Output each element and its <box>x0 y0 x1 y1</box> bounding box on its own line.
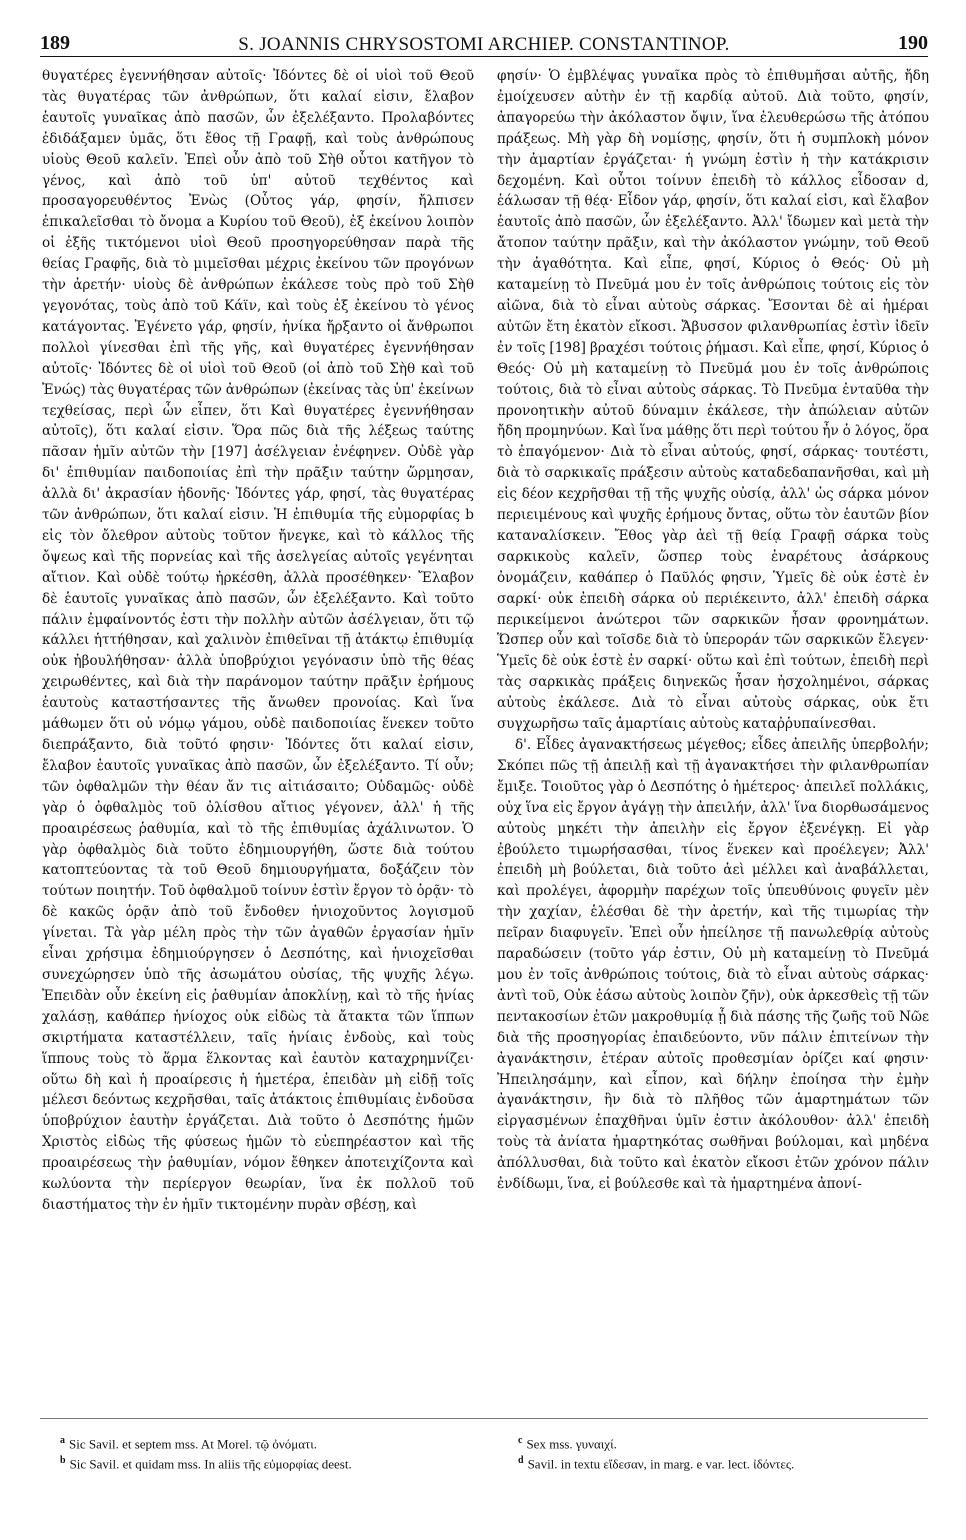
right-text-column <box>497 66 929 1195</box>
left-text-column <box>42 66 474 1216</box>
running-title: S. JOANNIS CHRYSOSTOMI ARCHIEP. CONSTANTINOP. <box>238 34 730 55</box>
footnotes-left <box>60 1432 480 1473</box>
footnote-divider <box>40 1418 928 1419</box>
footnote-text: Sic Savil. et septem mss. At Morel. τῷ ὀνόματι. <box>69 1436 317 1452</box>
running-header <box>40 30 928 57</box>
paragraph: δ'. Εἶδες ἀγανακτήσεως μέγεθος; εἶδες ἀπειλῆς ὑπερβολήν; Σκόπει πῶς τῇ ἀπειλῇ καὶ τῇ ἀγανακτήσει τὴν φιλανθρωπίαν ἔμιξε. Τοιοῦτος γὰρ ὁ Δεσπότης ὁ ἡμέτερος· ἀπειλεῖ πολλάκις, οὐχ ἵνα εἰς ἔργον ἀγάγῃ τὴν ἀπειλήν, ἀλλ' ἵνα διορθωσάμενος αὐτοὺς μηκέτι τὴν ἀπειλὴν εἰς ἔργον ἐξενέγκῃ. Εἰ γὰρ ἐβούλετο τιμωρήσασθαι, τίνος ἕνεκεν καὶ προέλεγεν; Ἀλλ' ἐπειδὴ μὴ βούλεται, διὰ τοῦτο ἀεὶ μέλλει καὶ ἀναβάλλεται, καὶ προλέγει, ἀφορμὴν παρέχων τοῖς ὑπευθύνοις φυγεῖν μὲν τὴν χαχίαν, ἑλέσθαι δὲ τὴν ἀρετήν, καὶ τῆς τιμωρίας τὴν πεῖραν διαφυγεῖν. Ἐπεὶ οὖν ἠπείλησε τῇ πανωλεθρίᾳ αὐτοὺς παραδώσειν (τοῦτο γάρ ἐστιν, Οὐ μὴ καταμείνῃ τὸ Πνεῦμά μου ἐν τοῖς ἀνθρώποις τούτοις, διὰ τὸ εἶναι αὐτοὺς σάρκας· ἀντὶ τοῦ, Οὐκ ἐάσω αὐτοὺς λοιπὸν ζῆν), οὐκ ἀρκεσθεὶς τῇ τῶν πεντακοσίων ἐτῶν μακροθυμίᾳ ᾗ διὰ πάσης τῆς ζωῆς τοῦ Νῶε διὰ τῆς προσηγορίας ἐπαιδεύοντο, νῦν πάλιν ἐπιτείνων τὴν ἀγανάκτησιν, ἑτέραν αὐτοῖς προθεσμίαν ὁρίζει καί φησιν· Ἠπειλησάμην, καὶ εἶπον, καὶ δήλην ἐποίησα τὴν ἐμὴν ἀγανάκτησιν, ἣν διὰ τὸ πλῆθος τῶν ἁμαρτημάτων τῶν εἰργασμένων ἐπαχθῆναι ὑμῖν ἐστιν ἀκόλουθον· ἀλλ' ἐπειδὴ τοὺς τὰ ἀνίατα ἡμαρτηκότας σωθῆναι βούλομαι, καὶ μηδένα ἀπόλλυσθαι, διὰ τοῦτο καὶ ἑκατὸν εἴκοσι ἐτῶν χρόνον πάλιν ἐνδίδωμι, ἵνα, εἰ βούλεσθε καὶ τὰ ἡμαρτημένα ἀπονί- <box>497 737 929 1193</box>
footnote <box>518 1452 938 1472</box>
footnote-mark: c <box>518 1435 523 1446</box>
footnote-text: Savil. in textu εἴδεσαν, in marg. e var. lect. ἰδόντες. <box>527 1456 795 1472</box>
footnote <box>60 1432 480 1452</box>
footnote <box>60 1452 480 1472</box>
footnote-text: Sic Savil. et quidam mss. In aliis τῆς εὐμορφίας deest. <box>69 1456 352 1472</box>
footnotes-right <box>518 1432 938 1473</box>
footnote-mark: a <box>60 1435 65 1446</box>
paragraph: θυγατέρες ἐγεννήθησαν αὐτοῖς· Ἰδόντες δὲ οἱ υἱοὶ τοῦ Θεοῦ τὰς θυγατέρας τῶν ἀνθρώπων, ὅτι καλαί εἰσιν, ἔλαβον ἑαυτοῖς γυναῖκας ἀπὸ πασῶν, ὧν ἐξελέξαντο. Προλαβόντες ἐδιδάξαμεν ὑμᾶς, ὅτι ἔθος τῇ Γραφῇ, καὶ τοὺς ἀνθρώπους υἱοὺς Θεοῦ καλεῖν. Ἐπεὶ οὖν ἀπὸ τοῦ Σὴθ οὗτοι κατῆγον τὸ γένος, καὶ ἀπὸ τοῦ ὑπ' αὐτοῦ τεχθέντος καὶ προσαγορευθέντος Ἐνὼς (Οὗτος γάρ, φησίν, ἤλπισεν ἐπικαλεῖσθαι τὸ ὄνομα a Κυρίου τοῦ Θεοῦ), ἐξ ἐκείνου λοιπὸν οἱ ἐξῆς τικτόμενοι υἱοὶ Θεοῦ προσηγορεύθησαν παρὰ τῆς θείας Γραφῆς, διὰ τὸ μιμεῖσθαι μέχρις ἐκείνου τῶν προγόνων τὴν ἀρετήν· υἱοὺς δὲ ἀνθρώπων ἐκάλεσε τοὺς πρὸ τοῦ Σὴθ γεγονότας, τοὺς ἀπὸ τοῦ Κάϊν, καὶ τοὺς ἐξ ἐκείνου τὸ γένος κατάγοντας. Ἐγένετο γάρ, φησίν, ἡνίκα ἤρξαντο οἱ ἄνθρωποι πολλοὶ γίνεσθαι ἐπὶ τῆς γῆς, καὶ θυγατέρες ἐγεννήθησαν αὐτοῖς· Ἰδόντες δὲ οἱ υἱοὶ τοῦ Θεοῦ (οἱ ἀπὸ τοῦ Σὴθ καὶ τοῦ Ἐνώς) τὰς θυγατέρας τῶν ἀνθρώπων (ἐκείνας τὰς ὑπ' ἐκείνων τεχθείσας, περὶ ὧν εἶπεν, ὅτι Καὶ θυγατέρες ἐγεννήθησαν αὐτοῖς), ὅτι καλαί εἰσιν. Ὅρα πῶς διὰ τῆς λέξεως ταύτης πᾶσαν ἡμῖν αὐτῶν τὴν [197] ἀσέλγειαν ἐνέφηνεν. Οὐδὲ γὰρ δι' ἐπιθυμίαν παιδοποιίας ἐπὶ τὴν πρᾶξιν ταύτην ὥρμησαν, ἀλλὰ δι' ἀκρασίαν ἡδονῆς· Ἰδόντες γάρ, φησί, τὰς θυγατέρας τῶν ἀνθρώπων, ὅτι καλαί εἰσιν. Ἡ ἐπιθυμία τῆς εὐμορφίας b εἰς τὸν ὄλεθρον αὐτοὺς τοῦτον ἤνεγκε, καὶ τὸ κάλλος τῆς ὄψεως καὶ τῆς πορνείας καὶ τῆς ἀσελγείας αὐτοῖς γεγένηται αἴτιον. Καὶ οὐδὲ τούτῳ ἠρκέσθη, ἀλλὰ προσέθηκεν· Ἔλαβον δὲ ἑαυτοῖς γυναῖκας ἀπὸ πασῶν, ὧν ἐξελέξαντο. Καὶ τοῦτο πάλιν ἐμφαίνοντός ἐστι τὴν πολλὴν αὐτῶν ἀσέλγειαν, ὅτι τῷ κάλλει ἡττήθησαν, καὶ χαλινὸν ἐπιθεῖναι τῇ ἀτάκτῳ ἐπιθυμίᾳ οὐκ ἠβουλήθησαν· ἀλλὰ ὑποβρύχιοι γεγόνασιν ὑπὸ τῆς θέας χειρωθέντες, καὶ διὰ τὴν παράνομον ταύτην πρᾶξιν ἐρήμους ἑαυτοὺς καταστήσαντες τῆς ἄνωθεν προνοίας. Καὶ ἵνα μάθωμεν ὅτι οὐ νόμῳ γάμου, οὐδὲ παιδοποιίας ἕνεκεν τοῦτο διεπράξαντο, διὰ τοῦτό φησιν· Ἰδόντες ὅτι καλαί εἰσιν, ἔλαβον ἑαυτοῖς γυναῖκας ἀπὸ πασῶν, ὧν ἐξελέξαντο. Τί οὖν; τῶν ὀφθαλμῶν τὴν θέαν ἄν τις αἰτιάσαιτο; Οὐδαμῶς· οὐδὲ γὰρ ὁ ὀφθαλμὸς τοῦ ὀλίσθου αἴτιος γέγονεν, ἀλλ' ἡ τῆς προαιρέσεως ῥαθυμία, καὶ τὸ τῆς ἐπιθυμίας ἀχάλινωτον. Ὁ γὰρ ὀφθαλμὸς διὰ τοῦτο ἐδημιουργήθη, ὥστε διὰ τούτου κατοπτεύοντας τὰ τοῦ Θεοῦ δημιουργήματα, δοξάζειν τὸν τούτων ποιητήν. Τοῦ ὀφθαλμοῦ τοίνυν ἐστὶν ἔργον τὸ ὁρᾷν· τὸ δὲ κακῶς ὁρᾷν ἀπὸ τοῦ ἔνδοθεν ἡνιοχοῦντος λογισμοῦ γίνεται. Τὰ γὰρ μέλη πρὸς τὴν τῶν ἀγαθῶν ἐργασίαν ἡμῖν εἶναι χρήσιμα ἐδημιούργησεν ὁ Δεσπότης, καὶ ἡνιοχεῖσθαι συνεχώρησεν ὑπὸ τῆς ἀσωμάτου οὐσίας, τῆς ψυχῆς λέγω. Ἐπειδὰν οὖν ἐκείνη εἰς ῥαθυμίαν ἀποκλίνῃ, καὶ τὸ τῆς ἡνίας χαλάσῃ, καθάπερ ἡνίοχος οὐκ εἰδὼς τὰ ἄτακτα τῶν ἵππων σκιρτήματα καταστέλλειν, ταῖς ἡνίαις ἐνδοὺς, καὶ τοὺς ἵππους τοὺς τὸ ἅρμα ἕλκοντας καὶ ἑαυτὸν καταχρημνίζει· οὕτω δὴ καὶ ἡ προαίρεσις ἡ ἡμετέρα, ἐπειδὰν μὴ εἰδῇ τοῖς μέλεσι δεόντως κεχρῆσθαι, ταῖς ἀτάκτοις ἐπιθυμίαις ἐνδοῦσα ὑποβρύχιον ἑαυτὴν ἐργάζεται. Διὰ τοῦτο ὁ Δεσπότης ἡμῶν Χριστὸς εἰδὼς τῆς φύσεως ἡμῶν τὸ εὐεπηρέαστον καὶ τῆς προαιρέσεως τὴν ῥαθυμίαν, νόμον ἔθηκεν ἀποτειχίζοντα καὶ κωλύοντα τὴν περίεργον θεωρίαν, ἵνα ἐκ πολλοῦ τοῦ διαστήματος τὴν ἐν ἡμῖν τικτομένην πυρὰν σβέσῃ, καὶ <box>42 68 474 1213</box>
footnote-mark: d <box>518 1455 524 1467</box>
paragraph: φησίν· Ὁ ἐμβλέψας γυναῖκα πρὸς τὸ ἐπιθυμῆσαι αὐτῆς, ἤδη ἐμοίχευσεν αὐτὴν ἐν τῇ καρδίᾳ αὐτοῦ. Διὰ τοῦτο, φησίν, ἀπαγορεύω τὴν ἀκόλαστον ὄψιν, ἵνα ἐλευθερώσω τῆς ἀτόπου πράξεως. Μὴ γὰρ δὴ νομίσῃς, φησίν, ὅτι ἡ συμπλοκὴ μόνον τὴν ἁμαρτίαν ἐργάζεται· ἡ γνώμη ἐστὶν ἡ τὴν κατάκρισιν δεχομένη. Καὶ οὗτοι τοίνυν ἐπειδὴ τὸ κάλλος εἶδοσαν d, ἑάλωσαν τῇ θέᾳ· Εἶδον γάρ, φησίν, ὅτι καλαί εἰσι, καὶ ἔλαβον ἑαυτοῖς ἀπὸ πασῶν, ὧν ἐξελέξαντο. Ἀλλ' ἴδωμεν καὶ μετὰ τὴν ἄτοπον ταύτην πρᾶξιν, καὶ τὴν ἀκόλαστον γνώμην, τοῦ Θεοῦ τὴν ἀγαθότητα. Καὶ εἶπε, φησί, Κύριος ὁ Θεός· Οὐ μὴ καταμείνῃ τὸ Πνεῦμά μου ἐν τοῖς ἀνθρώποις τούτοις εἰς τὸν αἰῶνα, διὰ τὸ εἶναι αὐτοὺς σάρκας. Ἔσονται δὲ αἱ ἡμέραι αὐτῶν ἔτη ἑκατὸν εἴκοσι. Ἄβυσσον φιλανθρωπίας ἐστὶν ἰδεῖν ἐν τοῖς [198] βραχέσι τούτοις ῥήμασι. Καὶ εἶπε, φησί, Κύριος ὁ Θεός· Οὐ μὴ καταμείνῃ τὸ Πνεῦμά μου ἐν τοῖς ἀνθρώποις τούτοις, διὰ τὸ εἶναι αὐτοὺς σάρκας. Τὸ Πνεῦμα ἐνταῦθα τὴν προνοητικὴν αὐτοῦ δύναμιν ἐκάλεσε, τὴν ἀπώλειαν αὐτῶν ἤδη προμηνύων. Καὶ ἵνα μάθῃς ὅτι περὶ τούτου ἦν ὁ λόγος, ὅρα τὸ ἐπαγόμενον· Διὰ τὸ εἶναι αὐτούς, φησί, σάρκας· τουτέστι, διὰ τὸ σαρκικαῖς πράξεσιν αὐτοὺς καταδεδαπανῆσθαι, καὶ μὴ εἰς δέον κεχρῆσθαι τῇ τῆς ψυχῆς οὐσίᾳ, ἀλλ' ὡς σάρκα μόνον περιειμένους καὶ ψυχῆς ἐρήμους ὄντας, οὕτω τὸν ἑαυτῶν βίον καταναλίσκειν. Ἔθος γὰρ ἀεὶ τῇ θείᾳ Γραφῇ σάρκα τοὺς σαρκικοὺς καλεῖν, ὥσπερ τοὺς ἐναρέτους ἀσάρκους ὀνομάζειν, καθάπερ ὁ Παῦλός φησιν, Ὑμεῖς δὲ οὐκ ἐστὲ ἐν σαρκί· οὐκ ἐπειδὴ σάρκα οὐ περιέκειντο, ἀλλ' ἐπειδὴ σάρκα περικείμενοι ἀνώτεροι τῶν σαρκικῶν ἦσαν φρονημάτων. Ὥσπερ οὖν καὶ τοῖσδε διὰ τὸ ὑπεροράν τῶν σαρκικῶν ἔλεγεν· Ὑμεῖς δὲ οὐκ ἐστὲ ἐν σαρκί· οὕτω καὶ ἐπὶ τούτων, ἐπειδὴ περὶ τὰς σαρκικὰς πράξεις διηνεκῶς ἦσαν ἠσχολημένοι, σάρκας αὐτοὺς ἐκάλεσε. Διὰ τὸ εἶναι αὐτοὺς σάρκας, οὐκ ἔτι συγχωρῆσω ταῖς ἁμαρτίαις αὐτοὺς καταῤῥυπαίνεσθαι. <box>497 68 929 733</box>
page-number-right: 190 <box>898 32 928 54</box>
footnote-text: Sex mss. γυναιχί. <box>526 1436 617 1452</box>
footnote-mark: b <box>60 1455 66 1467</box>
footnote <box>518 1432 938 1452</box>
page-number-left: 189 <box>40 32 70 54</box>
